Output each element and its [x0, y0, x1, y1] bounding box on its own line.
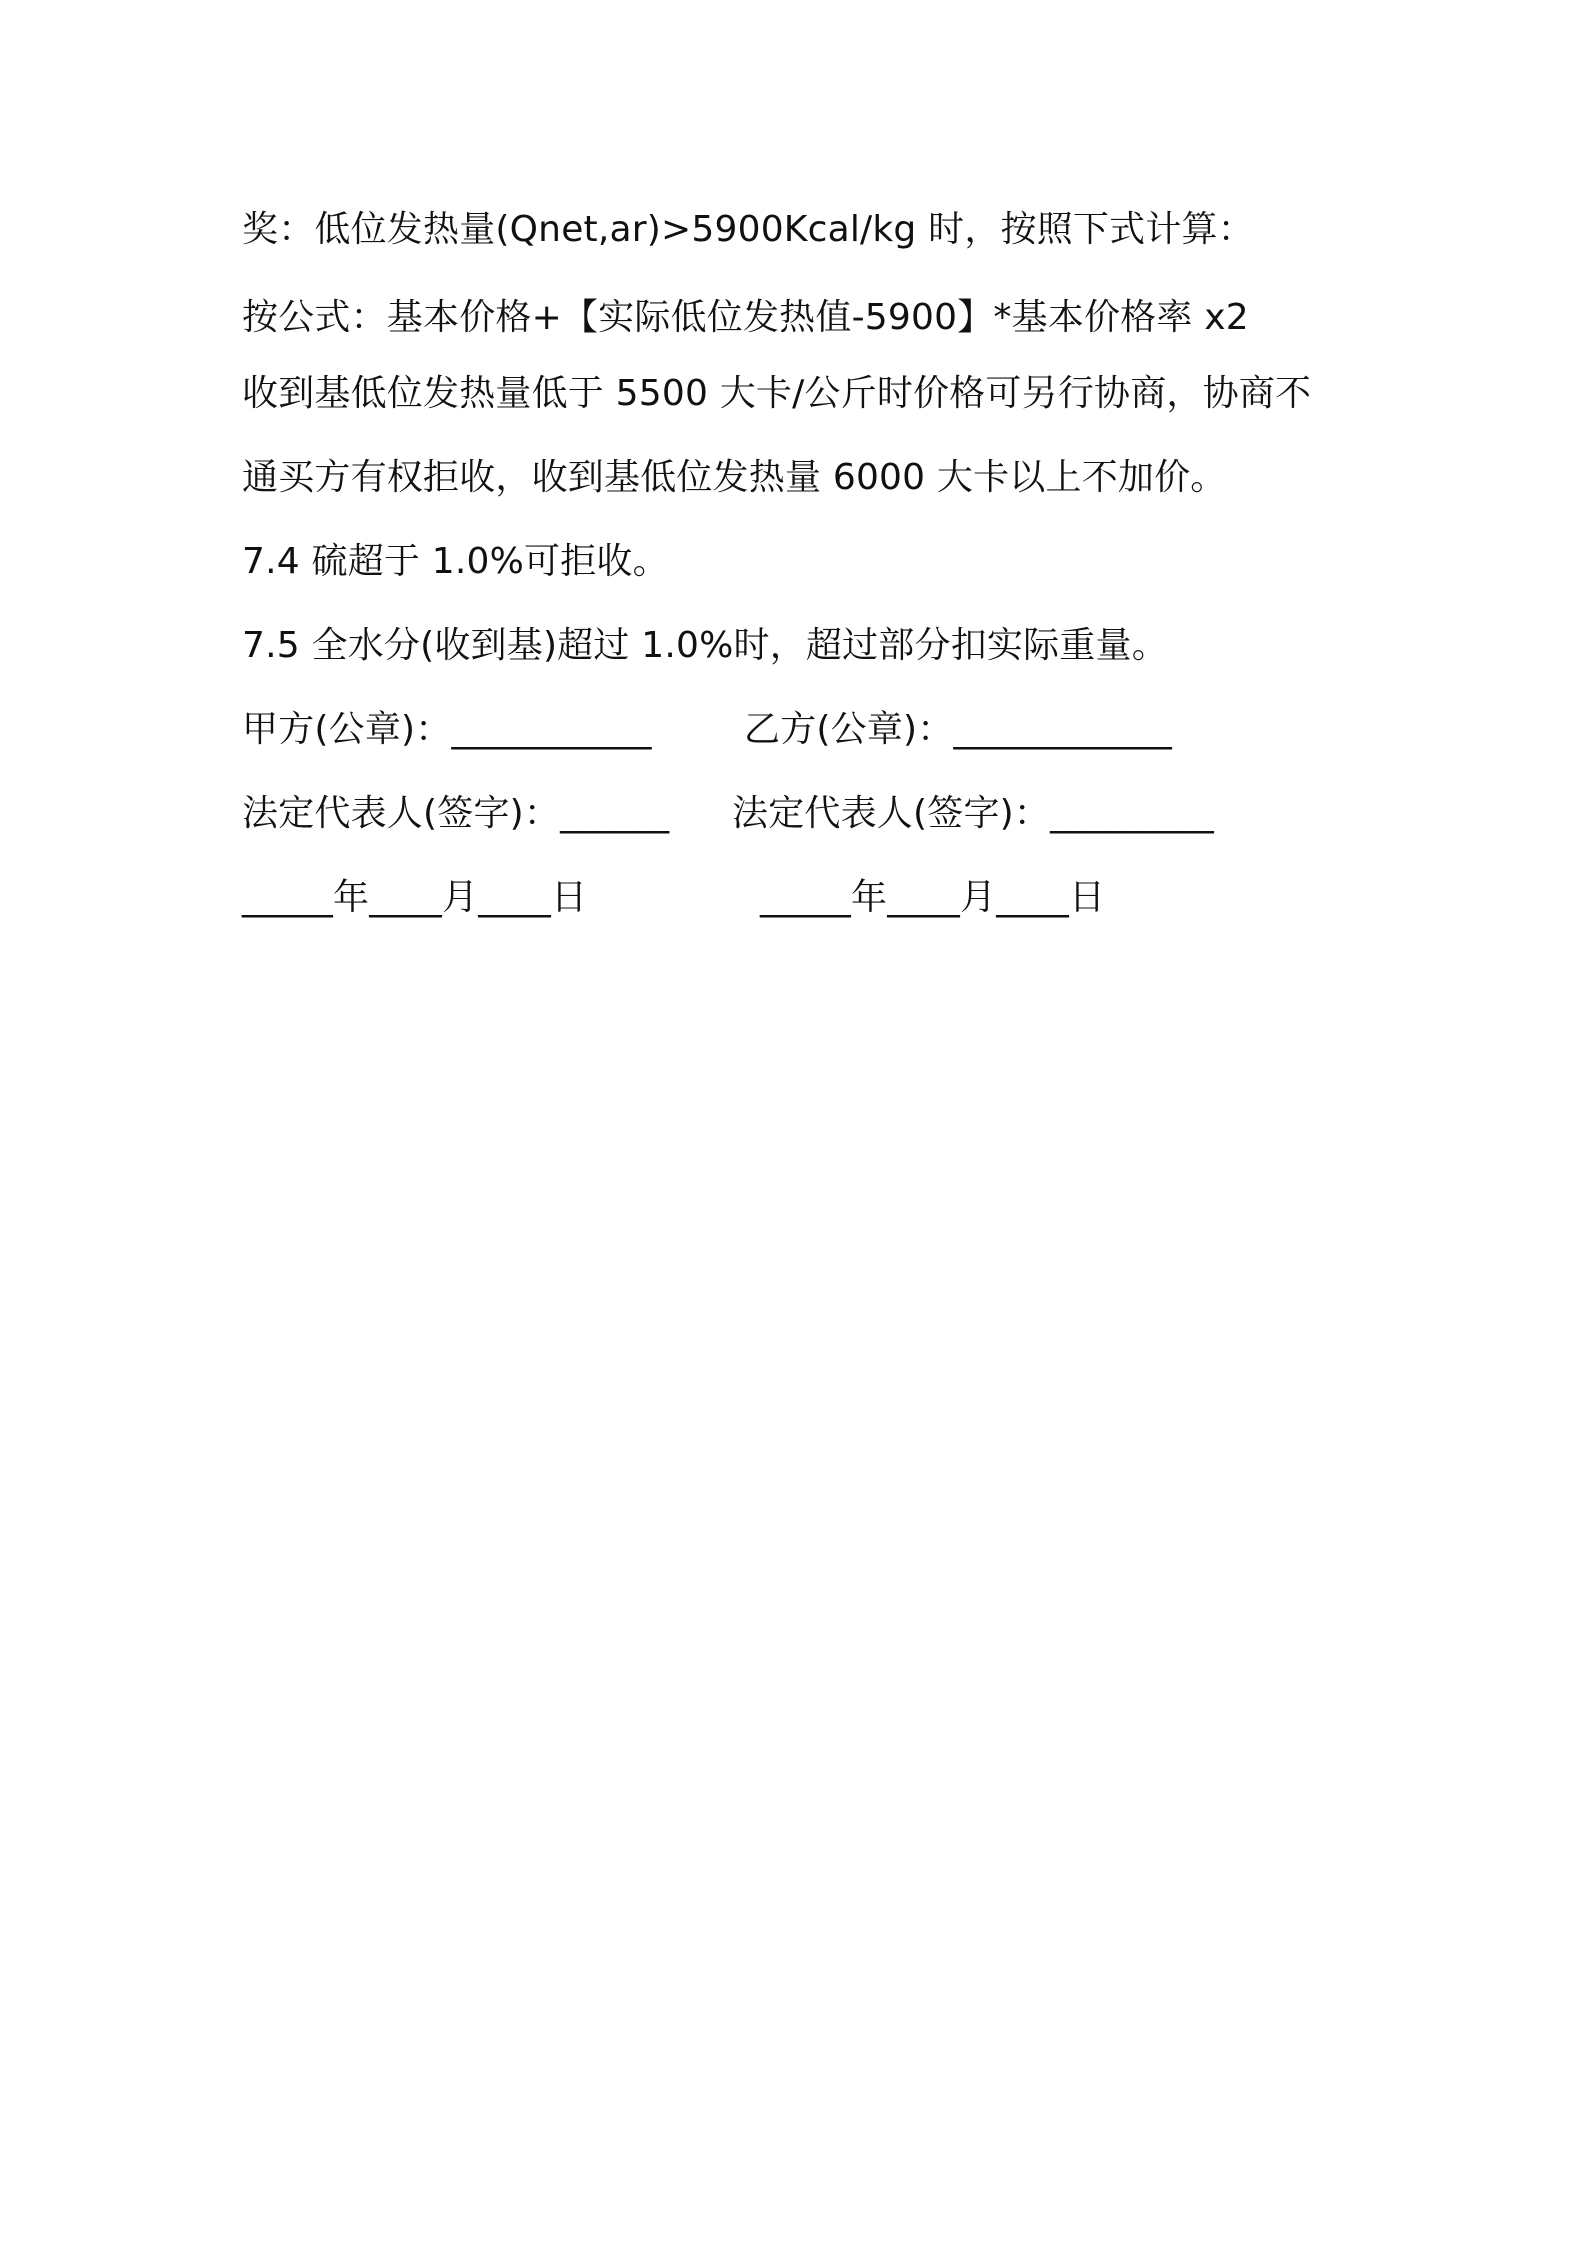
paragraph-bonus-rule: 奖：低位发热量(Qnet,ar)>5900Kcal/kg 时，按照下式计算： [242, 209, 1254, 250]
paragraph-sulfur: 7.4 硫超于 1.0%可拒收。 [242, 541, 669, 582]
paragraph-low-heat-line1: 收到基低位发热量低于 5500 大卡/公斤时价格可另行协商，协商不 [242, 373, 1312, 414]
paragraph-moisture: 7.5 全水分(收到基)超过 1.0%时，超过部分扣实际重量。 [242, 625, 1168, 666]
party-a-date-field: _____年____月____日 [242, 877, 588, 918]
party-a-representative-field: 法定代表人(签字)：______ [242, 793, 670, 834]
party-b-seal-field: 乙方(公章)：____________ [744, 709, 1172, 750]
party-a-seal-field: 甲方(公章)：___________ [242, 709, 652, 750]
party-b-date-field: _____年____月____日 [760, 877, 1106, 918]
party-b-representative-field: 法定代表人(签字)：_________ [732, 793, 1214, 834]
paragraph-formula: 按公式：基本价格+【实际低位发热值-5900】*基本价格率 x2 [242, 297, 1249, 338]
paragraph-low-heat-line2: 通买方有权拒收，收到基低位发热量 6000 大卡以上不加价。 [242, 457, 1227, 498]
